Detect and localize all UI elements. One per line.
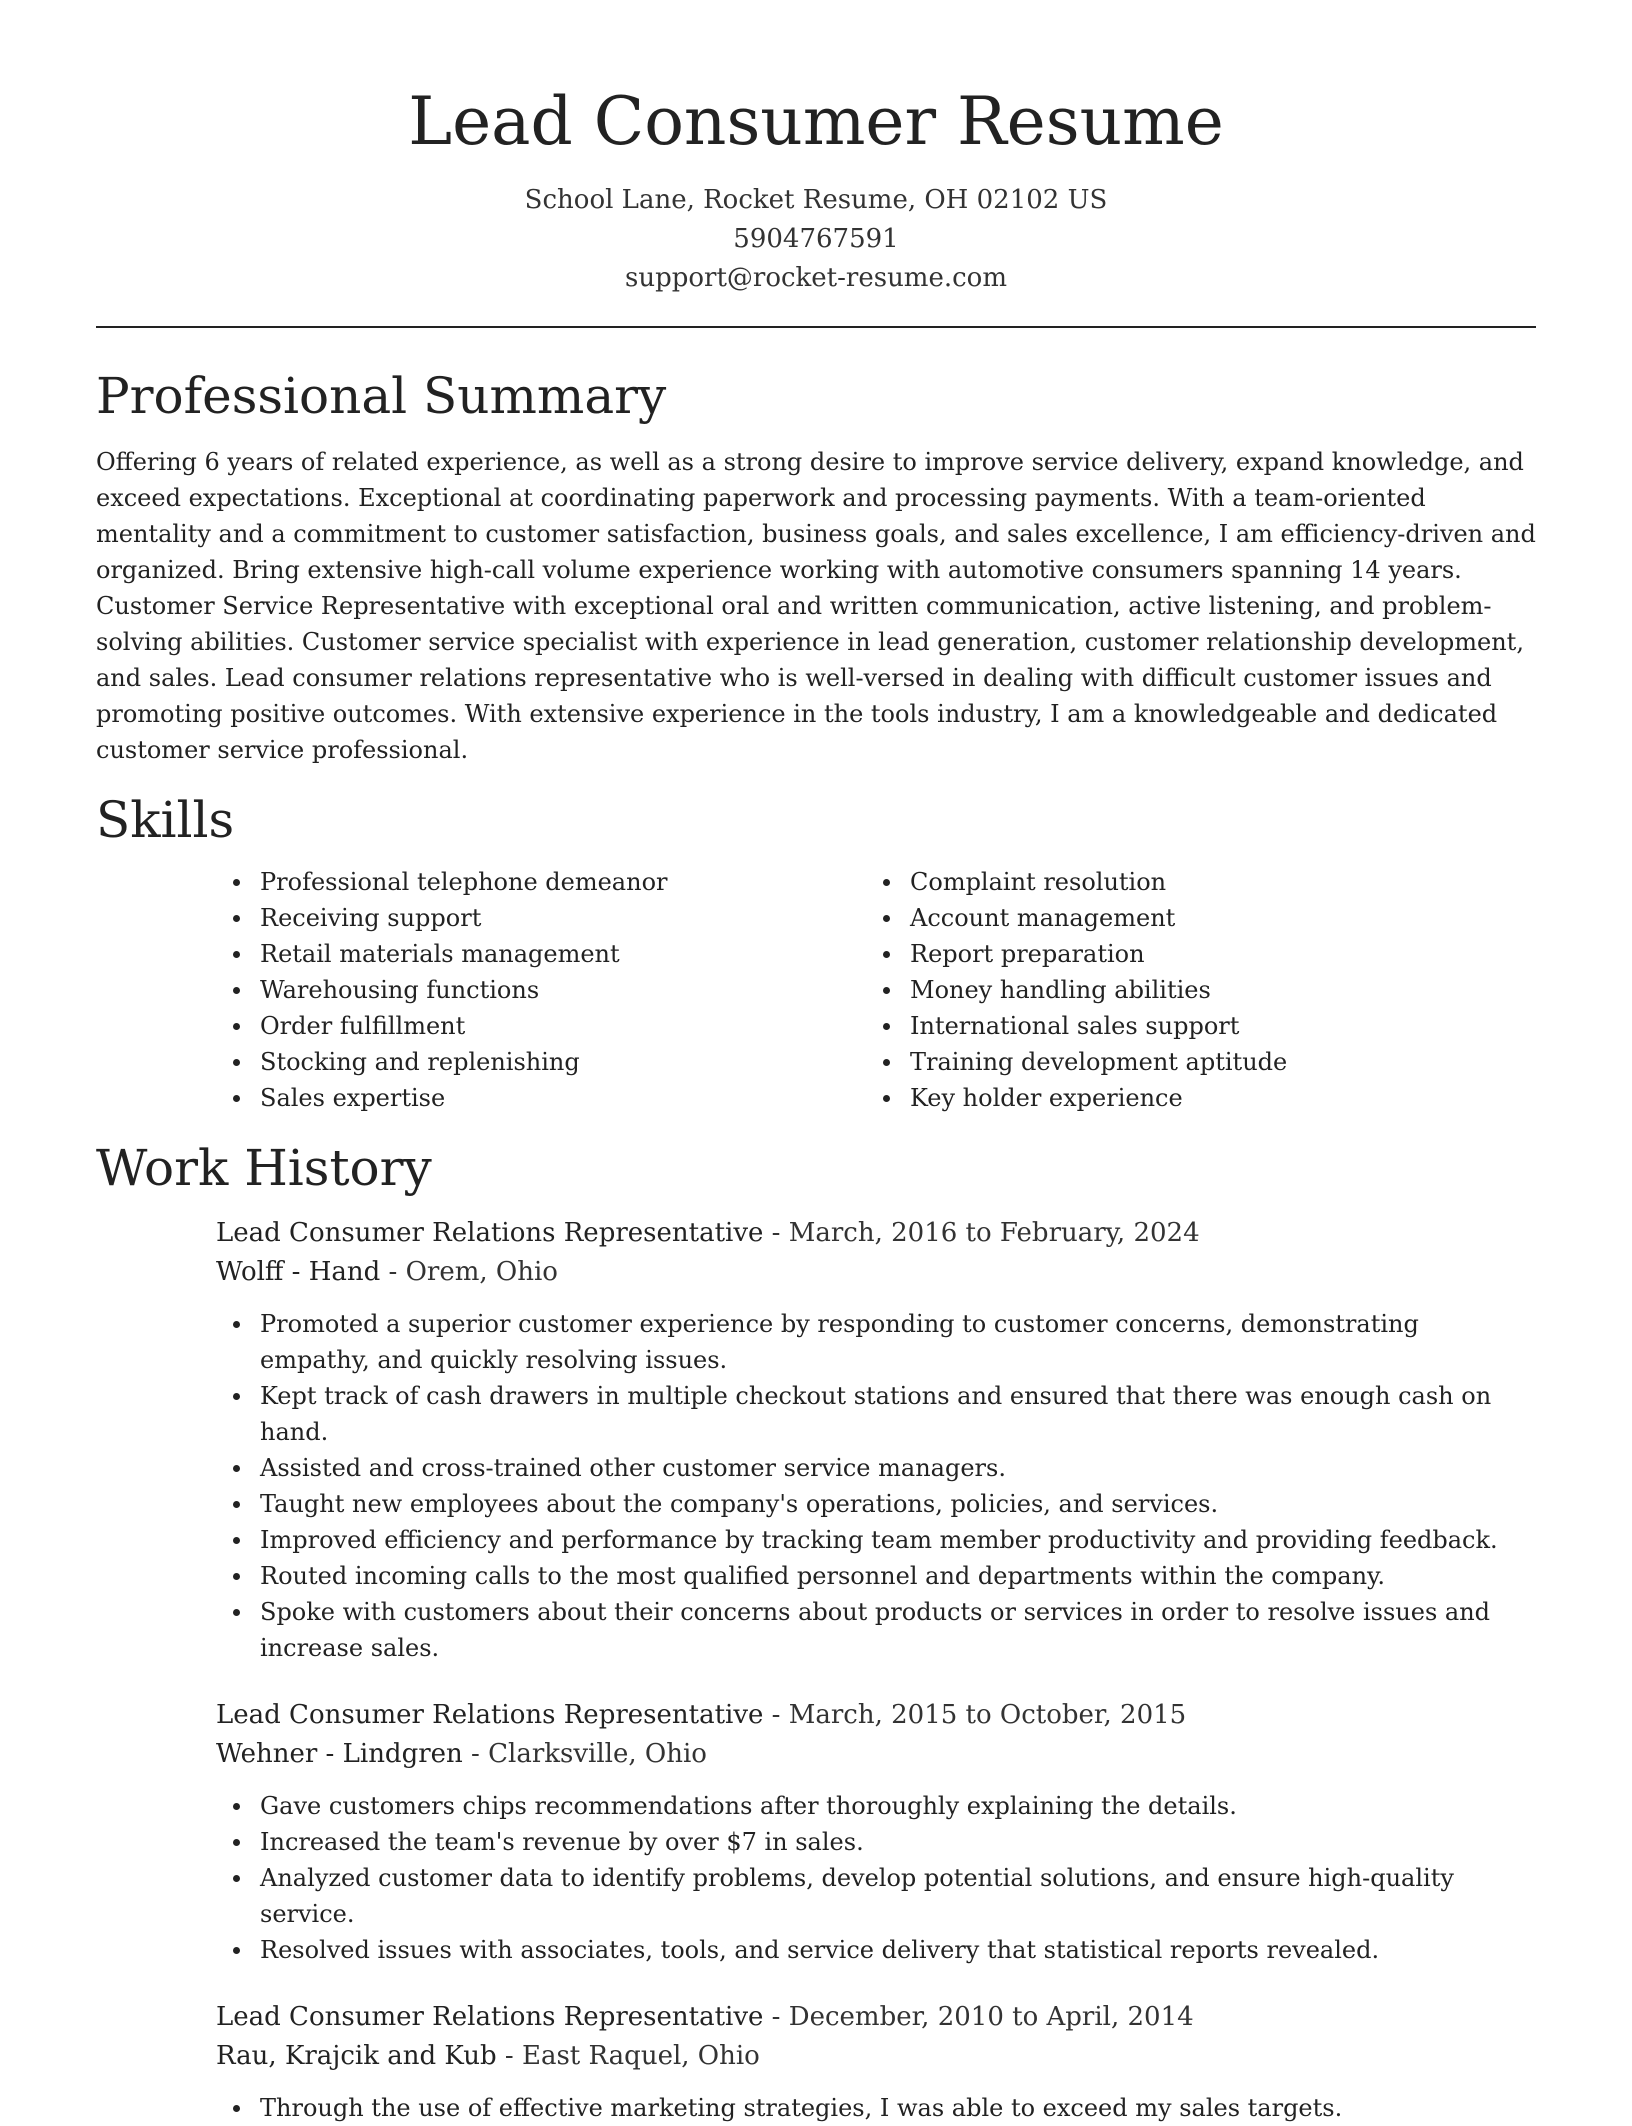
job-duty: Gave customers chips recommendations after thoroughly explaining the details. xyxy=(216,1788,1536,1824)
job-company: Rau, Krajcik and Kub xyxy=(216,2041,497,2072)
skill-item: Complaint resolution xyxy=(866,864,1516,900)
skill-item: Stocking and replenishing xyxy=(216,1044,866,1080)
skill-item: Money handling abilities xyxy=(866,972,1516,1008)
job-title: Lead Consumer Relations Representative xyxy=(216,2002,764,2033)
work-history-section xyxy=(96,1138,1536,2126)
contact-info xyxy=(96,181,1536,298)
job-company: Wehner - Lindgren xyxy=(216,1739,463,1770)
job-dates: - March, 2015 to October, 2015 xyxy=(763,1700,1187,1731)
job-duty: Taught new employees about the company's operations, policies, and services. xyxy=(216,1486,1536,1522)
skills-list-left xyxy=(216,864,866,1116)
job-duty: Assisted and cross-trained other customer service managers. xyxy=(216,1450,1536,1486)
job-location: - Clarksville, Ohio xyxy=(462,1739,707,1770)
header-divider xyxy=(96,326,1536,328)
summary-text: Offering 6 years of related experience, as well as a strong desire to improve service delivery, expand knowledge, and exceed expectations. Exceptional at coordinating paperwork and processing payments. With a team-oriented mentality and a commitment to customer satisfaction, business goals, and sales excellence, I am efficiency-driven and organized. Bring extensive high-call volume experience working with automotive consumers spanning 14 years. Customer Service Representative with exceptional oral and written communication, active listening, and problem-solving abilities. Customer service specialist with experience in lead generation, customer relationship development, and sales. Lead consumer relations representative who is well-versed in dealing with difficult customer issues and promoting positive outcomes. With extensive experience in the tools industry, I am a knowledgeable and dedicated customer service professional. xyxy=(96,448,1536,765)
job-dates: - December, 2010 to April, 2014 xyxy=(763,2002,1194,2033)
skills-section xyxy=(96,790,1536,1116)
skill-item: Warehousing functions xyxy=(216,972,866,1008)
skill-item: International sales support xyxy=(866,1008,1516,1044)
job-duty: Through the use of effective marketing strategies, I was able to exceed my sales targets. xyxy=(216,2090,1536,2126)
job-title: Lead Consumer Relations Representative xyxy=(216,1218,764,1249)
contact-phone: 5904767591 xyxy=(733,224,899,255)
job-heading xyxy=(216,1998,1536,2037)
job-duties xyxy=(216,1788,1536,1968)
section-title-skills: Skills xyxy=(96,791,235,850)
job-entry xyxy=(216,1696,1536,1968)
skill-item: Retail materials management xyxy=(216,936,866,972)
job-entry xyxy=(216,1214,1536,1666)
section-title-summary: Professional Summary xyxy=(96,367,667,426)
job-location: - East Raquel, Ohio xyxy=(496,2041,760,2072)
section-title-work-history: Work History xyxy=(96,1139,432,1198)
skill-item: Sales expertise xyxy=(216,1080,866,1116)
job-duty: Resolved issues with associates, tools, and service delivery that statistical reports revealed. xyxy=(216,1932,1536,1968)
job-heading xyxy=(216,1696,1536,1735)
job-entry xyxy=(216,1998,1536,2126)
job-duty: Analyzed customer data to identify problems, develop potential solutions, and ensure high-quality service. xyxy=(216,1860,1536,1932)
job-duty: Spoke with customers about their concerns about products or services in order to resolve issues and increase sales. xyxy=(216,1594,1536,1666)
job-heading xyxy=(216,1214,1536,1253)
job-employer xyxy=(216,1735,1536,1774)
skills-columns xyxy=(216,864,1536,1116)
resume-header xyxy=(96,0,1536,298)
skills-list-right xyxy=(866,864,1516,1116)
resume-name: Lead Consumer Resume xyxy=(408,83,1224,160)
contact-address: School Lane, Rocket Resume, OH 02102 US xyxy=(524,185,1108,216)
skill-item: Professional telephone demeanor xyxy=(216,864,866,900)
job-duty: Increased the team's revenue by over $7 in sales. xyxy=(216,1824,1536,1860)
job-duties xyxy=(216,1306,1536,1666)
job-dates: - March, 2016 to February, 2024 xyxy=(763,1218,1200,1249)
skill-item: Order fulfillment xyxy=(216,1008,866,1044)
skill-item: Key holder experience xyxy=(866,1080,1516,1116)
contact-email: support@rocket-resume.com xyxy=(624,263,1007,294)
skill-item: Report preparation xyxy=(866,936,1516,972)
summary-section xyxy=(96,366,1536,768)
skill-item: Receiving support xyxy=(216,900,866,936)
job-duties xyxy=(216,2090,1536,2126)
job-location: - Orem, Ohio xyxy=(380,1257,558,1288)
job-duty: Promoted a superior customer experience by responding to customer concerns, demonstrating empathy, and quickly resolving issues. xyxy=(216,1306,1536,1378)
job-employer xyxy=(216,1253,1536,1292)
skill-item: Account management xyxy=(866,900,1516,936)
job-company: Wolff - Hand xyxy=(216,1257,381,1288)
job-duty: Improved efficiency and performance by tracking team member productivity and providing feedback. xyxy=(216,1522,1536,1558)
skill-item: Training development aptitude xyxy=(866,1044,1516,1080)
job-duty: Routed incoming calls to the most qualified personnel and departments within the company. xyxy=(216,1558,1536,1594)
job-employer xyxy=(216,2037,1536,2076)
job-title: Lead Consumer Relations Representative xyxy=(216,1700,764,1731)
job-duty: Kept track of cash drawers in multiple checkout stations and ensured that there was enough cash on hand. xyxy=(216,1378,1536,1450)
